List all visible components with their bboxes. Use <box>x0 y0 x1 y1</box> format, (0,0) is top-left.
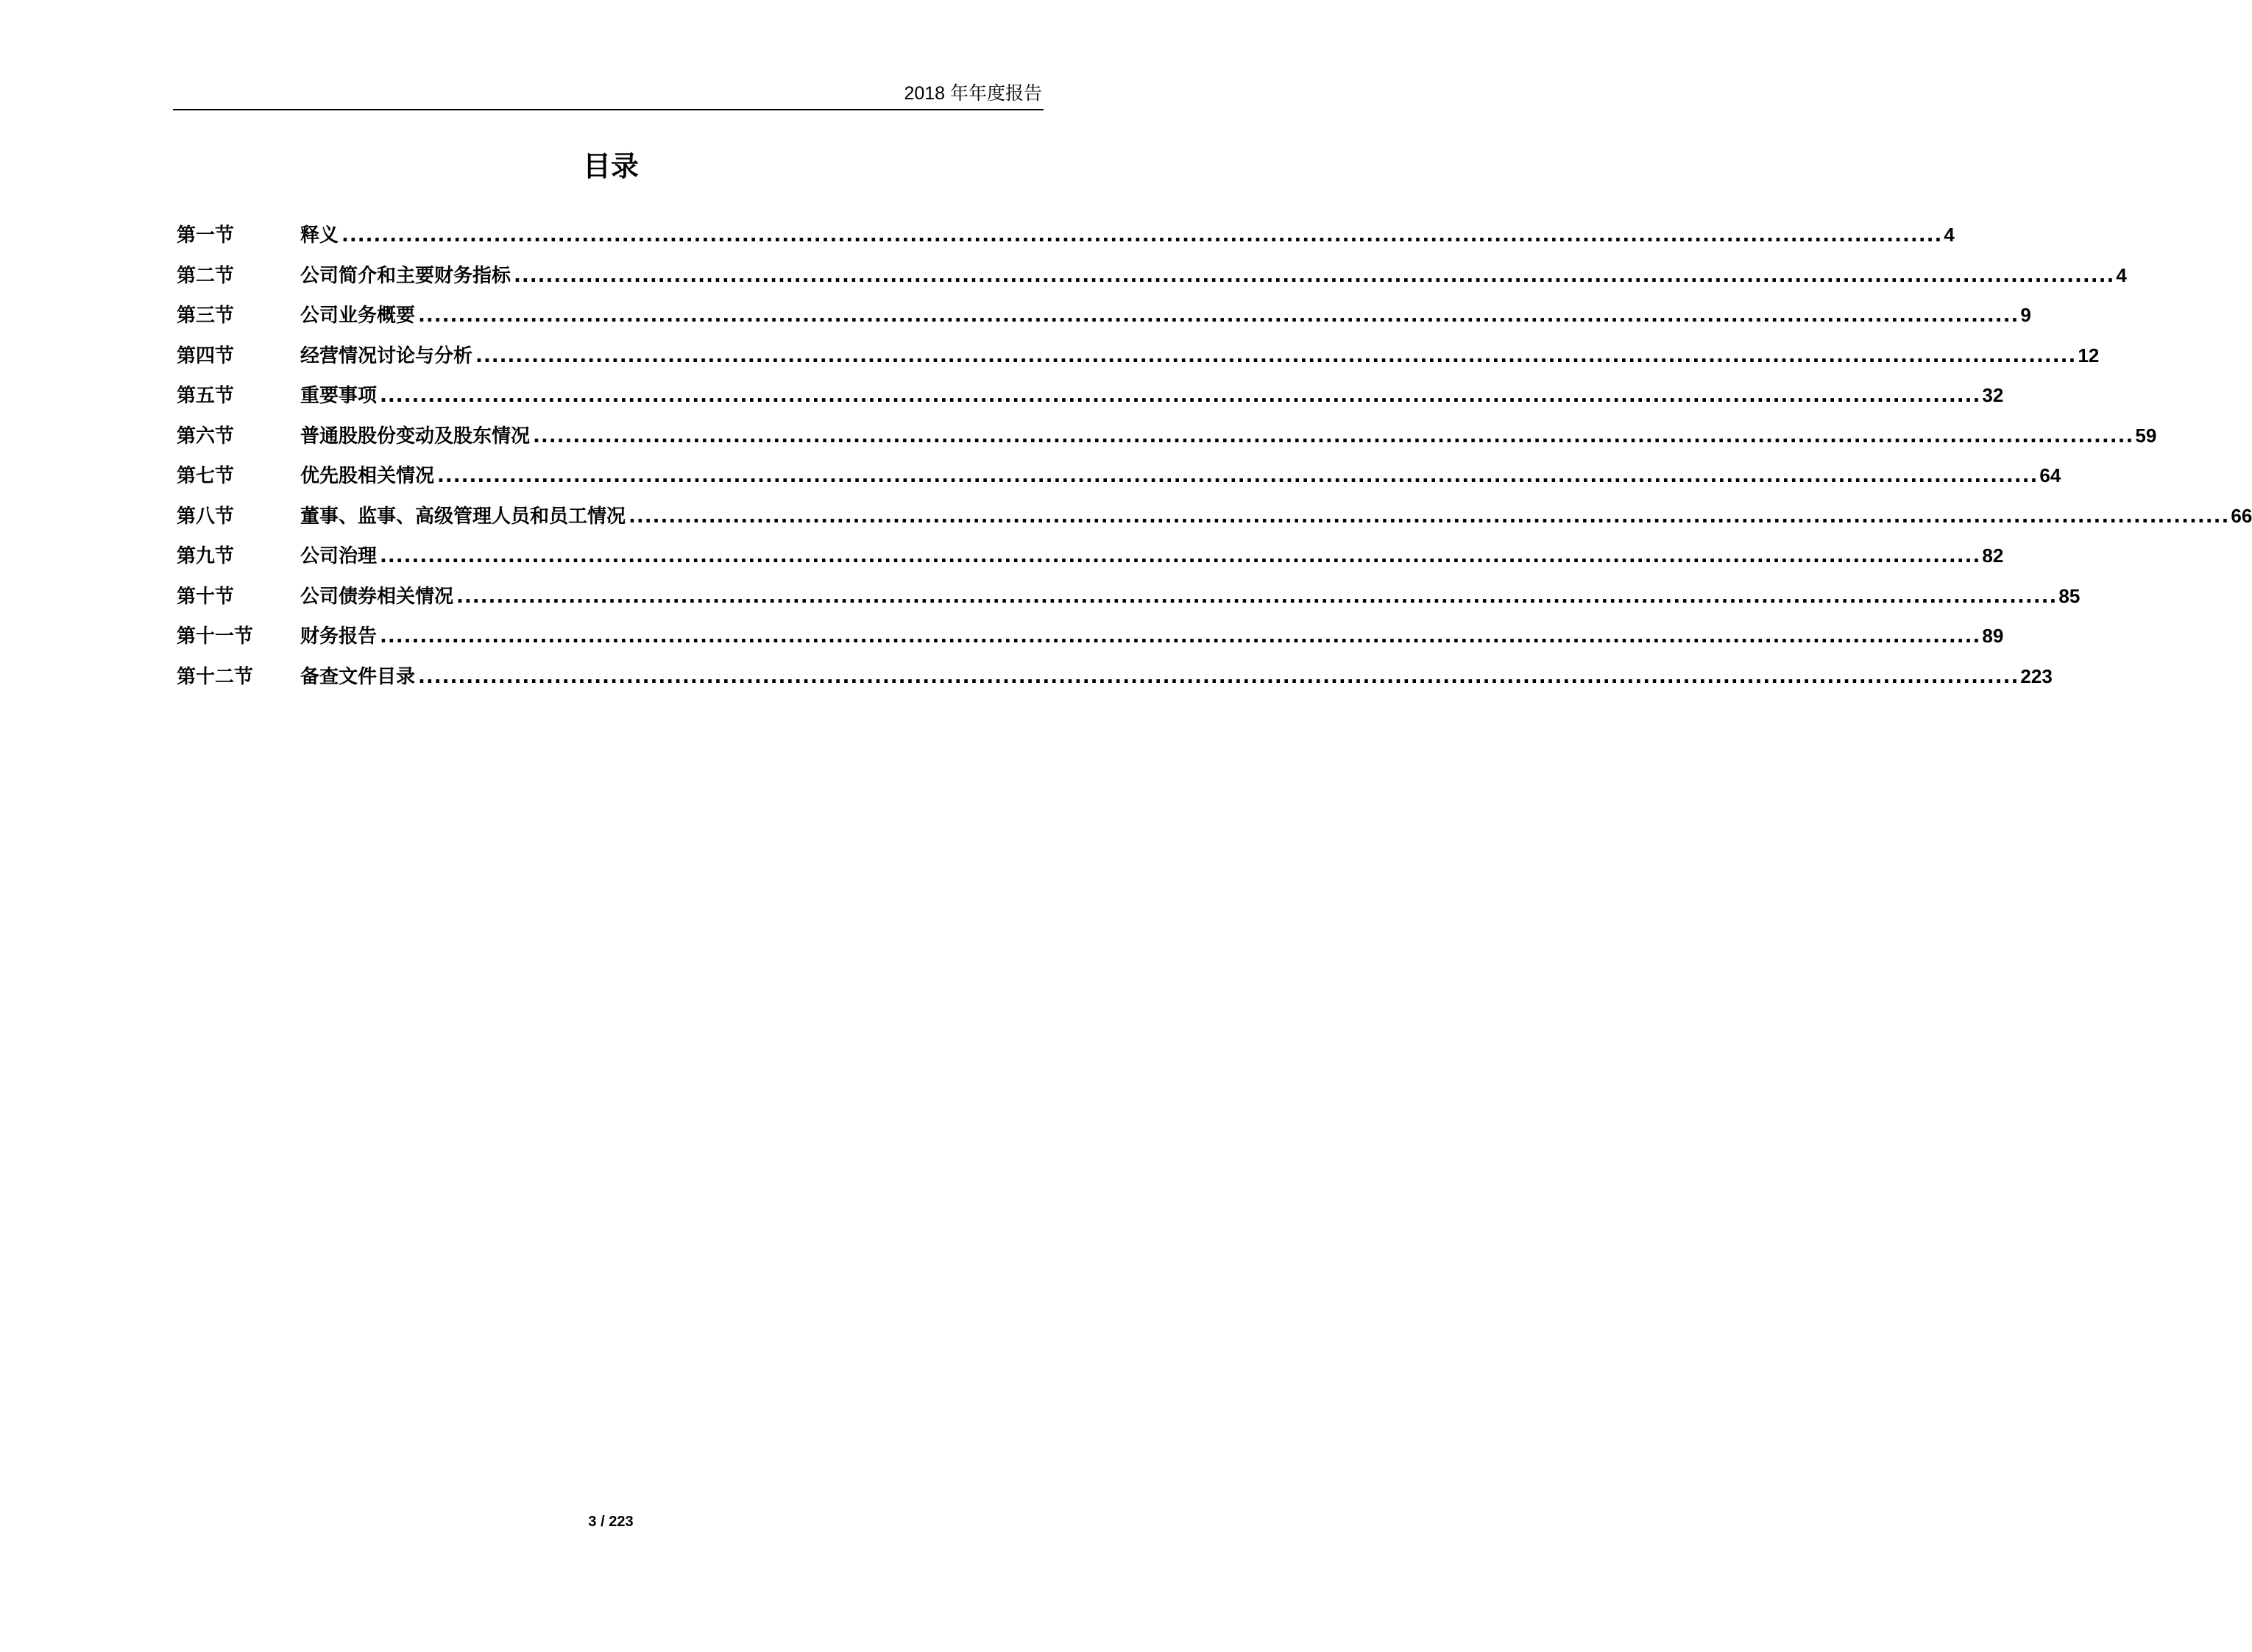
page-number-footer: 3 / 223 <box>588 1514 634 1530</box>
toc-entry[interactable] <box>177 298 2031 338</box>
toc-entry[interactable] <box>177 258 2127 299</box>
toc-section-number: 第九节 <box>177 545 235 567</box>
dot-leader: ........................................................................................................................................................................................................ <box>341 224 1943 247</box>
page-header <box>173 79 1044 110</box>
table-of-contents <box>177 218 2252 699</box>
toc-section-number: 第八节 <box>177 505 235 528</box>
toc-section-number: 第三节 <box>177 305 235 327</box>
toc-section-title: 普通股股份变动及股东情况 <box>300 425 531 447</box>
toc-entry[interactable] <box>177 579 2081 620</box>
toc-section-number: 第一节 <box>177 224 235 247</box>
toc-section-title: 公司债券相关情况 <box>300 585 454 608</box>
toc-entry[interactable] <box>177 338 2100 379</box>
toc-page-number: 4 <box>1944 224 1955 246</box>
toc-page-number: 59 <box>2135 424 2157 447</box>
toc-section-title: 公司治理 <box>300 545 378 567</box>
toc-section-number: 第六节 <box>177 425 235 447</box>
dot-leader: ........................................................................................................................................................................................................ <box>533 425 2134 447</box>
toc-section-title: 重要事项 <box>300 385 378 407</box>
toc-page-number: 223 <box>2020 664 2053 687</box>
toc-entry[interactable] <box>177 218 1955 258</box>
toc-section-number: 第十节 <box>177 585 235 608</box>
dot-leader: ........................................................................................................................................................................................................ <box>380 545 1981 567</box>
toc-section-title: 公司业务概要 <box>300 305 416 327</box>
toc-page-number: 89 <box>1982 625 2004 647</box>
toc-section-title: 董事、监事、高级管理人员和员工情况 <box>300 505 626 528</box>
toc-page-number: 9 <box>2020 304 2031 326</box>
toc-section-title: 经营情况讨论与分析 <box>300 344 473 367</box>
toc-page-number: 82 <box>1982 545 2004 567</box>
dot-leader: ........................................................................................................................................................................................................ <box>456 585 2058 608</box>
toc-page-number: 85 <box>2058 584 2081 607</box>
toc-section-number: 第四节 <box>177 344 235 367</box>
toc-section-number: 第十一节 <box>177 625 254 648</box>
toc-entry[interactable] <box>177 619 2004 659</box>
dot-leader: ........................................................................................................................................................................................................ <box>418 305 2019 327</box>
toc-page-number: 12 <box>2078 344 2100 366</box>
dot-leader: ........................................................................................................................................................................................................ <box>628 505 2230 528</box>
dot-leader: ........................................................................................................................................................................................................ <box>514 264 2115 287</box>
toc-heading: 目录 <box>582 150 639 182</box>
toc-section-title: 财务报告 <box>300 625 378 648</box>
dot-leader: ........................................................................................................................................................................................................ <box>380 625 1981 648</box>
toc-entry[interactable] <box>177 419 2157 459</box>
dot-leader: ........................................................................................................................................................................................................ <box>475 344 2077 367</box>
dot-leader: ........................................................................................................................................................................................................ <box>380 385 1981 407</box>
toc-section-title: 优先股相关情况 <box>300 465 435 487</box>
toc-entry[interactable] <box>177 499 2252 539</box>
report-title: 2018 年年度报告 <box>904 83 1042 104</box>
dot-leader: ........................................................................................................................................................................................................ <box>437 465 2039 487</box>
toc-section-title: 公司简介和主要财务指标 <box>300 264 511 287</box>
dot-leader: ........................................................................................................................................................................................................ <box>418 665 2019 688</box>
toc-entry[interactable] <box>177 659 2053 700</box>
toc-page-number: 4 <box>2116 263 2127 286</box>
toc-page-number: 66 <box>2231 504 2252 527</box>
toc-section-title: 备查文件目录 <box>300 665 416 688</box>
toc-entry[interactable] <box>177 378 2004 419</box>
toc-section-number: 第五节 <box>177 385 235 407</box>
toc-page-number: 32 <box>1982 384 2004 406</box>
toc-section-title: 释义 <box>300 224 339 247</box>
toc-section-number: 第二节 <box>177 264 235 287</box>
toc-page-number: 64 <box>2039 464 2061 486</box>
toc-entry[interactable] <box>177 458 2061 499</box>
toc-section-number: 第十二节 <box>177 665 254 688</box>
toc-section-number: 第七节 <box>177 465 235 487</box>
toc-entry[interactable] <box>177 539 2004 579</box>
